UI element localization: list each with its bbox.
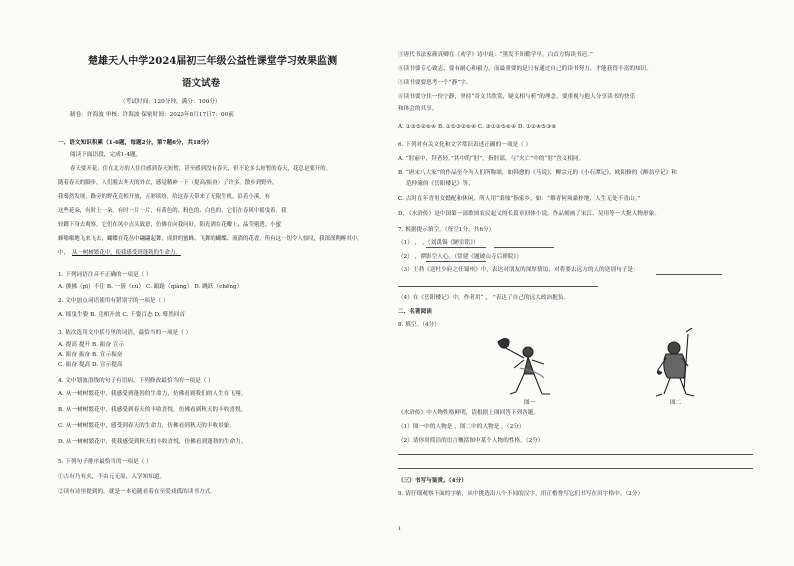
question-7: 7. 根据提示填空。（每空1分，共6分） (398, 227, 495, 233)
question-3-option: C. 振奋 提高 D. 宣示提高 (58, 362, 123, 368)
question-7-item: （3）王勃《送杜少府之任蜀州》中，表达对朋友的深厚情谊、对将要去远方的人的送别句子是： (398, 267, 639, 273)
question-2: 2. 文中加点词语使用有错别字的一项是（ ） (58, 298, 169, 304)
question-3-option: A. 振奋 振奋 B. 宣示振奋 (58, 352, 123, 358)
question-7-item: （1） ， 。（刘禹锡《陋室铭》） (398, 240, 479, 246)
question-8: 8. 填空。（4分） (398, 322, 440, 328)
sort-item: ⑥读书要守住一份宁静，坚持“奇文共欣赏，疑义相与析”的理念，要重视与他人分享读书的快乐 (398, 94, 636, 100)
question-7-item: （2） ，潭影空人心。（常建《题破山寺后禅院》） (398, 254, 522, 260)
passage-line: 春天要开花。住在北方的人往往感到春天短暂，甚至感到没有春天，但不论多么短暂的春天，花总是要开的。 (70, 166, 332, 172)
question-6-option: B. “唐宋八大家”的作品至今为人们所称颂，如韩愈的《马说》、柳宗元的《小石潭记》、欧阳修的《醉翁亭记》和 (398, 170, 677, 176)
question-5-item: ②读有诗里提到的，就是一本追随看着在至爱戏孤的读书方式。 (58, 489, 217, 495)
question-6-option: D. 《水浒传》是中国第一部歌颂农民起义的长篇章回体小说。作品刻画了宋江、吴用等一大批人物形象。 (398, 211, 660, 217)
question-8-item: （1）图一中的人物是 ，图二中的人物是 。（2分） (398, 424, 525, 430)
question-4-option: D. 从一树树繁花中，使我感受到秋天的丰收喜悦，仿佛看到蓬勃的生命力。 (58, 439, 247, 445)
question-3: 3. 依次选用文中括号里的词语，最恰当的一项是（ ） (58, 330, 192, 336)
question-6-option: C. 古时在年青男女婚配和休闲，所人用“秉烛”指家乡，如：“烟青何须桑梓地，人生无处不青山。” (398, 196, 641, 202)
answer-line (398, 468, 753, 469)
question-6: 6. 下列对有关文化和文学常识表述正确的一项是（ ） (398, 142, 532, 148)
passage-line: 这些花朵，有时上一朵，有时一片一片，有黄色的、粉色的、白色的，它们在春风中摇曳着，我 (58, 208, 287, 214)
warrior-figure-2 (644, 328, 716, 400)
question-4-option: A. 从一树树繁花中，我感受到蓬勃的生命力，仿佛看到我们的人生在飞翔。 (58, 391, 247, 397)
answer-blank (494, 247, 554, 248)
section3-heading: （三）书写与鉴赏。（4分） (398, 478, 467, 484)
sort-item: ⑤读书要要思考一个“静”字。 (398, 80, 472, 86)
question-5-item: ①古有乃有火，不由元无原，入学知知道。 (58, 474, 166, 480)
question-8-text: 《水浒传》中人物性格鲜明，请根据上图回答下列各题。 (398, 410, 540, 416)
question-1: 1. 下列词语注音不正确的一项是（ ） (58, 272, 152, 278)
section2-heading: 二、名著阅读 (398, 309, 432, 315)
question-6-option: A. “肘前中，拜者轻。”其中的“肘”，指肘部，与“火亡”中的“肘”含义相同。 (398, 156, 585, 162)
exam-info: （考试时间：120分钟，满分：100分） (120, 99, 221, 105)
question-5-options: A. ①③⑤②⑥④ B. ①⑤③②⑥④ C. ③①②⑤⑥④ D. ①②④⑤③⑥ (398, 124, 557, 130)
question-2-options: A. 摇曳生姿 B. 竞相开放 C. 千姿百态 D. 蓦然回首 (58, 312, 186, 318)
warrior-figure-1 (494, 328, 566, 400)
page-number: 1 (398, 526, 402, 532)
figure-1-caption: 图一 (524, 400, 536, 406)
exam-makers: 制卷：许海波 审核：许海波 保密时间：2023年8月17日7：00前 (70, 112, 234, 118)
figure-2-caption: 图二 (670, 400, 682, 406)
question-6-option: 范仲淹的《岳阳楼记》等。 (406, 181, 474, 187)
passage-line: 轻蹲下身去观察，它们在风中点头致意，仿佛在向我问好，阳光洒在花瓣上，晶莹剔透。小蜜 (58, 222, 282, 228)
question-9: 9. 请仔细观察下面的字帖，从中挑选出八个不同的汉字，用正楷誊写它们书写在田字格中。（2分） (398, 491, 644, 497)
exam-subject: 语文试卷 (182, 78, 221, 89)
question-4-option: C. 从一树树繁花中，感受到春天的生命力，仿佛看到秋天的丰收景象。 (58, 423, 236, 429)
exam-title: 楚雄天人中学2024届初三年级公益性课堂学习效果监测 (88, 56, 338, 67)
passage-line: 随着春天的脚步，人们脱去冬天的外衣，感觉精神一下（提高/振奋）了许多。散步到野外， (58, 180, 278, 186)
section1-intro: 阅读下面语段，完成1-4题。 (70, 152, 142, 158)
passage-lead: 中， (58, 250, 69, 256)
answer-blank (426, 261, 486, 262)
sort-item: ③唐代书法家颜真卿在《劝学》诗中说：“黑发不知勤学早，白首方悔读书迟。” (398, 52, 593, 58)
answer-blank (398, 286, 598, 287)
passage-line: 蜂嗡嗡地飞来飞去，蝴蝶在花丛中翩翩起舞，成群的蜜蜂、飞舞的蝴蝶、流淌的花香，所有这一切令人惊叹，我深深陶醉其中。 (58, 236, 363, 242)
question-8-item: （2）请你用简洁的语言概括图中某个人物的性格。（2分） (398, 438, 544, 444)
question-1-options: A. 披拂（pī）不住 B. 一簇（cù） C. 踉跄（qiàng） D. 跳跃（chēng） (58, 284, 243, 290)
sort-item: 和体会的共享。 (398, 106, 438, 112)
question-4: 4. 文中划波浪线的句子有语病，下列修改最恰当的一项是（ ） (58, 378, 214, 384)
question-4-option: B. 从一树树繁花中，我感受到春天的丰收喜悦，仿佛看到秋天的丰收喜悦。 (58, 407, 247, 413)
sort-item: ④读书要专心致志，要有耐心和毅力，而最重要的是只有通过自己的读书努力，才能获得丰富的知识。 (398, 66, 652, 72)
question-5: 5. 下列句子排序最恰当的一项是（ ） (58, 459, 152, 465)
answer-line (398, 454, 753, 455)
answer-blank (426, 247, 486, 248)
answer-blank (656, 274, 722, 275)
passage-line: 我蓦然发现，路旁的野花竞相开放，五彩缤纷，给这春天带来了无限生机。沿着小溪，有 (58, 194, 271, 200)
question-7-item: （4）在《岳阳楼记》中，作者用“ ， ”表达了自己的远大政治抱负。 (398, 295, 570, 301)
section1-heading: 一、语文知识积累（1-6题，每题2分，第7题6分，共18分） (58, 140, 213, 146)
question-3-option: A. 提高 提升 B. 振奋 宣示 (58, 342, 125, 348)
passage-underlined: 从一树树繁花中，使我感受到蓬勃的生命力。 (72, 250, 181, 256)
